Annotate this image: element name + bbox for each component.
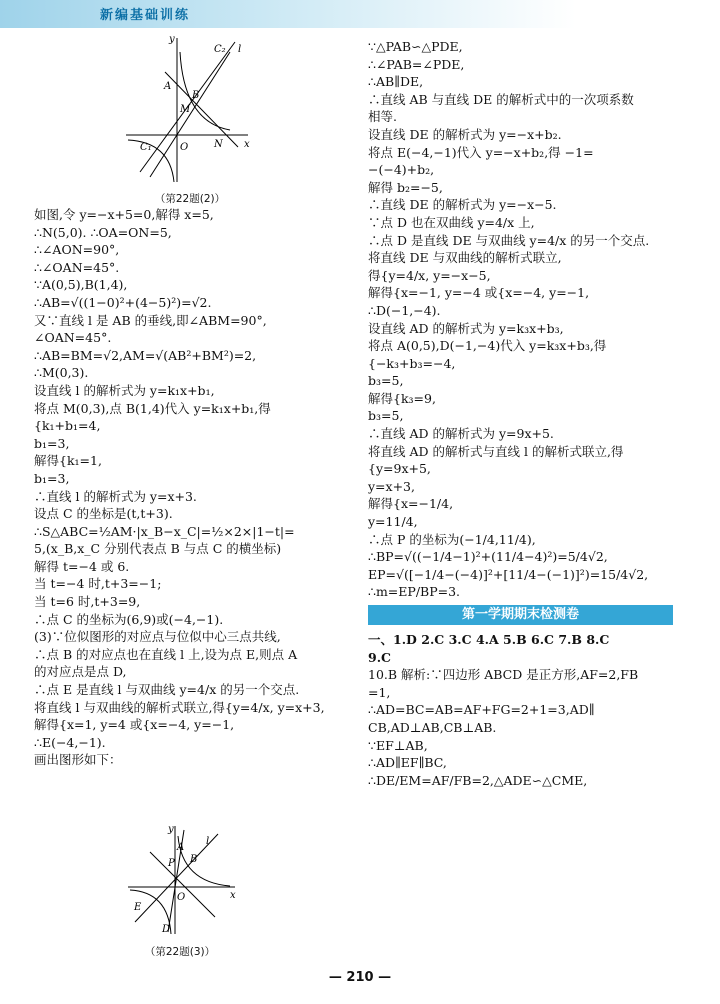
text-line: 将点 E(−4,−1)代入 y=−x+b₂,得 −1= xyxy=(368,144,594,160)
figure-label: D xyxy=(162,924,171,935)
text-line: {k₁+b₁=4, xyxy=(34,418,101,434)
text-line: ∴AB=√((1−0)²+(4−5)²)=√2. xyxy=(34,294,212,310)
figure-label: O xyxy=(177,892,186,903)
text-line: ∴直线 AB 与直线 DE 的解析式中的一次项系数 xyxy=(368,91,634,107)
text-line: ∵点 D 也在双曲线 y=4/x 上, xyxy=(368,214,535,230)
figure-label: E xyxy=(134,902,142,913)
graph-22-2 xyxy=(120,32,260,187)
text-line: 当 t=6 时,t+3=9, xyxy=(34,594,141,610)
text-line: ∴M(0,3). xyxy=(34,365,89,381)
text-line: ∴点 D 是直线 DE 与双曲线 y=4/x 的另一个交点. xyxy=(368,232,650,248)
text-line: y=11/4, xyxy=(368,514,418,530)
text-line: ∴m=EP/BP=3. xyxy=(368,584,461,600)
text-line: 将点 M(0,3),点 B(1,4)代入 y=k₁x+b₁,得 xyxy=(34,400,271,416)
right-column xyxy=(368,38,698,789)
page-header xyxy=(0,0,720,28)
text-line: b₃=5, xyxy=(368,408,404,424)
text-line: 设直线 DE 的解析式为 y=−x+b₂. xyxy=(368,126,562,142)
text-line: ∴AD=BC=AB=AF+FG=2+1=3,AD∥ xyxy=(368,702,595,718)
text-line: 的对应点是点 D, xyxy=(34,664,127,680)
text-line: ∴点 P 的坐标为(−1/4,11/4), xyxy=(368,531,536,547)
text-line: ∴AD∥EF∥BC, xyxy=(368,755,447,771)
text-line: (3)∵位似图形的对应点与位似中心三点共线, xyxy=(34,629,281,645)
figure-label: x xyxy=(230,890,236,901)
text-line: ∵EF⊥AB, xyxy=(368,737,428,753)
answer-line: 9.C xyxy=(368,649,391,665)
text-line: ∴点 C 的坐标为(6,9)或(−4,−1). xyxy=(34,611,224,627)
figure-label: A xyxy=(177,842,185,853)
text-line: 将直线 AD 的解析式与直线 l 的解析式联立,得 xyxy=(368,443,624,459)
text-line: 得{y=4/x, y=−x−5, xyxy=(368,267,491,283)
text-line: ∴S△ABC=½AM·|x_B−x_C|=½×2×|1−t|= xyxy=(34,523,295,539)
text-line: ∴点 B 的对应点也在直线 l 上,设为点 E,则点 A xyxy=(34,646,298,662)
text-line: ∴∠PAB=∠PDE, xyxy=(368,56,465,72)
header-title: 新编基础训练 xyxy=(100,8,191,23)
figure-caption: （第22题(2)） xyxy=(154,193,226,205)
text-line: ∴AB=BM=√2,AM=√(AB²+BM²)=2, xyxy=(34,347,257,363)
figure-label: l xyxy=(206,836,210,847)
text-line: {y=9x+5, xyxy=(368,461,431,477)
text-line: 设直线 AD 的解析式为 y=k₃x+b₃, xyxy=(368,320,564,336)
figure-22-2 xyxy=(120,32,260,205)
text-line: =1, xyxy=(368,684,391,700)
text-line: −(−4)+b₂, xyxy=(368,162,435,178)
text-line: 解得{k₁=1, xyxy=(34,453,102,469)
text-line: 解得{x=−1/4, xyxy=(368,496,454,512)
figure-label: x xyxy=(244,139,250,150)
text-line: y=x+3, xyxy=(368,478,415,494)
figure-label: l xyxy=(238,44,242,55)
text-line: 10.B 解析:∵四边形 ABCD 是正方形,AF=2,FB xyxy=(368,667,639,683)
text-line: ∴AB∥DE, xyxy=(368,74,424,90)
text-line: {−k₃+b₃=−4, xyxy=(368,355,456,371)
text-line: 设直线 l 的解析式为 y=k₁x+b₁, xyxy=(34,382,215,398)
text-line: ∴∠AON=90°, xyxy=(34,242,120,258)
text-line: ∴直线 l 的解析式为 y=x+3. xyxy=(34,488,197,504)
figure-label: C₁ xyxy=(140,142,152,153)
graph-22-3 xyxy=(120,822,240,940)
figure-label: y xyxy=(169,34,175,45)
text-line: ∴直线 AD 的解析式为 y=9x+5. xyxy=(368,426,554,442)
text-line: ∵△PAB∽△PDE, xyxy=(368,39,463,54)
text-line: ∴E(−4,−1). xyxy=(34,734,106,750)
figure-label: N xyxy=(214,139,223,150)
figure-label: O xyxy=(180,142,189,153)
figure-label: B xyxy=(192,90,200,101)
answer-line: 一、1.D 2.C 3.C 4.A 5.B 6.C 7.B 8.C xyxy=(368,632,610,647)
text-line: b₁=3, xyxy=(34,470,70,486)
text-line: 当 t=−4 时,t+3=−1; xyxy=(34,576,162,592)
text-line: 画出图形如下： xyxy=(34,752,122,768)
text-line: 5,(x_B,x_C 分别代表点 B 与点 C 的横坐标) xyxy=(34,541,282,557)
text-line: 将直线 l 与双曲线的解析式联立,得{y=4/x, y=x+3, xyxy=(34,699,325,715)
text-line: 设点 C 的坐标是(t,t+3). xyxy=(34,506,173,522)
text-line: 解得 t=−4 或 6. xyxy=(34,558,130,574)
line-ab xyxy=(150,852,215,917)
figure-label: C₂ xyxy=(214,44,226,55)
figure-label: B xyxy=(190,854,198,865)
figure-label: P xyxy=(168,858,175,869)
figure-caption: （第22题(3)） xyxy=(144,946,216,958)
figure-22-3 xyxy=(120,822,240,962)
text-line: 解得{k₃=9, xyxy=(368,390,436,406)
text-line: 如图,令 y=−x+5=0,解得 x=5, xyxy=(34,207,214,222)
text-line: b₁=3, xyxy=(34,435,70,451)
left-column xyxy=(34,206,334,769)
text-line: ∴BP=√((−1/4−1)²+(11/4−4)²)=5/4√2, xyxy=(368,549,608,565)
text-line: ∴点 E 是直线 l 与双曲线 y=4/x 的另一个交点. xyxy=(34,682,300,698)
text-line: ∴DE/EM=AF/FB=2,△ADE∽△CME, xyxy=(368,772,588,788)
text-line: 又∵直线 l 是 AB 的垂线,即∠ABM=90°, xyxy=(34,312,267,328)
text-line: b₃=5, xyxy=(368,373,404,389)
text-line: ∴∠OAN=45°. xyxy=(34,259,120,275)
page-number: — 210 — xyxy=(328,970,392,985)
text-line: 将点 A(0,5),D(−1,−4)代入 y=k₃x+b₃,得 xyxy=(368,338,607,354)
text-line: ∠OAN=45°. xyxy=(34,330,112,346)
hyperbola-branch-1 xyxy=(178,836,230,886)
text-line: 解得 b₂=−5, xyxy=(368,179,443,195)
text-line: 将直线 DE 与双曲线的解析式联立, xyxy=(368,250,562,266)
figure-label: y xyxy=(168,824,174,835)
section-title: 第一学期期末检测卷 xyxy=(368,605,673,625)
text-line: ∴直线 DE 的解析式为 y=−x−5. xyxy=(368,197,557,213)
text-line: CB,AD⊥AB,CB⊥AB. xyxy=(368,719,497,735)
text-line: ∵A(0,5),B(1,4), xyxy=(34,277,128,293)
text-line: 相等. xyxy=(368,109,397,125)
text-line: EP=√([−1/4−(−4)]²+[11/4−(−1)]²)=15/4√2, xyxy=(368,566,649,582)
text-line: 解得{x=−1, y=−4 或{x=−4, y=−1, xyxy=(368,285,590,301)
figure-label: A xyxy=(164,81,172,92)
text-line: ∴N(5,0). ∴OA=ON=5, xyxy=(34,224,172,240)
figure-label: M xyxy=(180,104,191,115)
text-line: 解得{x=1, y=4 或{x=−4, y=−1, xyxy=(34,717,235,733)
text-line: ∴D(−1,−4). xyxy=(368,302,441,318)
